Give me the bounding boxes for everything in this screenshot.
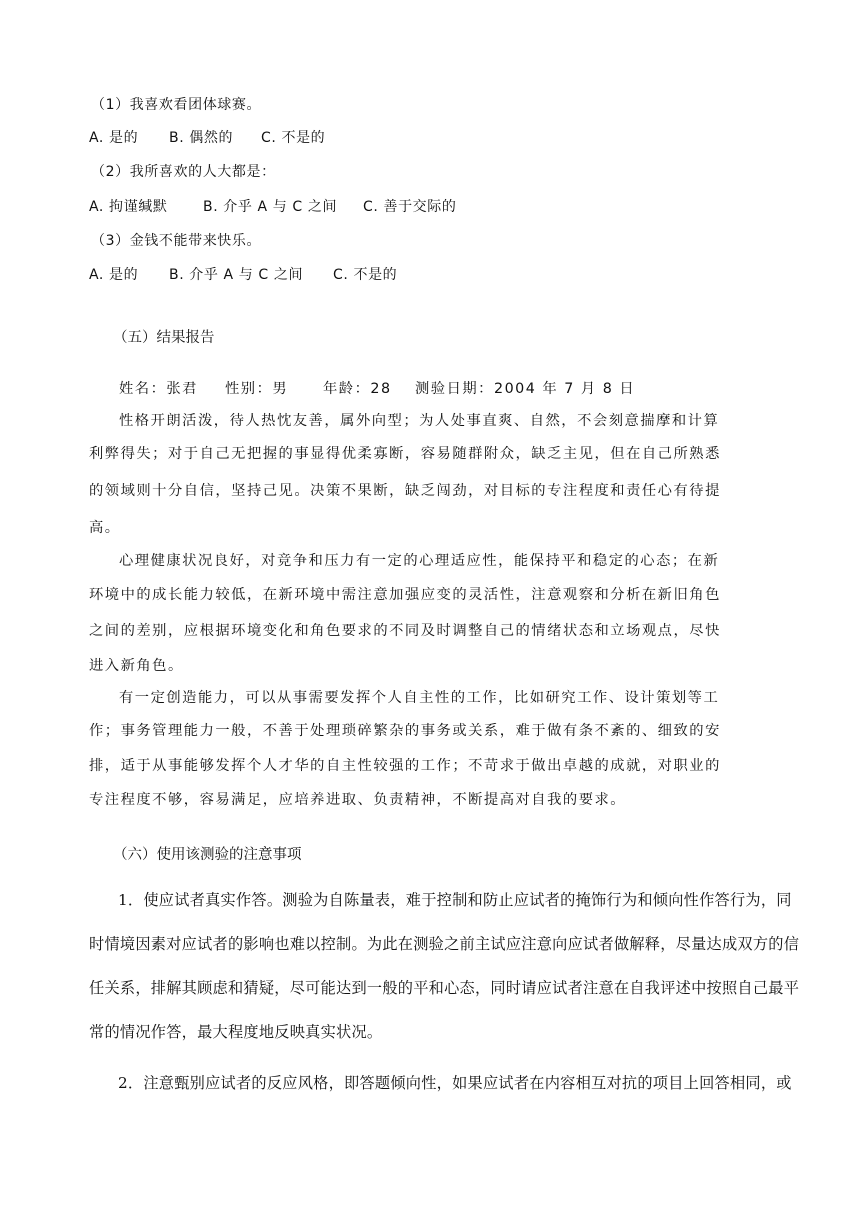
report-line: 环境中的成长能力较低，在新环境中需注意加强应变的灵活性，注意观察和分析在新旧角色	[89, 587, 721, 603]
body-line: 1．使应试者真实作答。测验为自陈量表，难于控制和防止应试者的掩饰行为和倾向性作答行为，同	[118, 891, 792, 909]
report-header	[119, 378, 639, 400]
report-line: 排，适于从事能够发挥个人才华的自主性较强的工作；不苛求于做出卓越的成就，对职业的	[89, 758, 721, 774]
section-heading: （五）结果报告	[113, 330, 215, 346]
quiz-options-1	[89, 127, 489, 147]
section-heading: （六）使用该测验的注意事项	[113, 847, 302, 863]
report-line: 高。	[89, 520, 121, 536]
report-gender: 性别：男	[225, 381, 289, 397]
quiz-option: B. 介乎 A 与 C 之间	[169, 267, 304, 283]
quiz-option: C. 不是的	[333, 267, 398, 283]
quiz-question-1: （1）我喜欢看团体球赛。	[91, 97, 262, 113]
body-line: 任关系，排解其顾虑和猜疑，尽可能达到一般的平和心态，同时请应试者注意在自我评述中按照自己最平	[89, 979, 800, 997]
quiz-option: A. 拘谨缄默	[89, 199, 168, 215]
quiz-options-3	[89, 264, 509, 284]
quiz-option: C. 善于交际的	[363, 199, 457, 215]
report-line: 心理健康状况良好，对竞争和压力有一定的心理适应性，能保持平和稳定的心态；在新	[119, 553, 720, 569]
report-line: 的领域则十分自信，坚持己见。决策不果断，缺乏闯劲，对目标的专注程度和责任心有待提	[89, 483, 721, 499]
quiz-option: B. 介乎 A 与 C 之间	[203, 199, 338, 215]
quiz-option: A. 是的	[89, 130, 139, 146]
quiz-question-2: （2）我所喜欢的人大都是：	[91, 164, 276, 180]
body-line: 时情境因素对应试者的影响也难以控制。为此在测验之前主试应注意向应试者做解释，尽量达成双方的信	[89, 935, 800, 953]
body-line: 常的情况作答，最大程度地反映真实状况。	[89, 1023, 383, 1041]
quiz-option: C. 不是的	[261, 130, 326, 146]
report-line: 作；事务管理能力一般，不善于处理琐碎繁杂的事务或关系，难于做有条不紊的、细致的安	[89, 723, 721, 739]
report-line: 进入新角色。	[89, 658, 184, 674]
body-line: 2．注意甄别应试者的反应风格，即答题倾向性，如果应试者在内容相互对抗的项目上回答相同，或	[118, 1074, 792, 1092]
report-name: 姓名：张君	[119, 381, 198, 397]
quiz-option: B. 偶然的	[169, 130, 234, 146]
report-line: 专注程度不够，容易满足，应培养进取、负责精神，不断提高对自我的要求。	[89, 792, 627, 808]
report-line: 有一定创造能力，可以从事需要发挥个人自主性的工作，比如研究工作、设计策划等工	[119, 690, 720, 706]
report-line: 性格开朗活泼，待人热忱友善，属外向型；为人处事直爽、自然，不会刻意揣摩和计算	[119, 413, 720, 429]
quiz-option: A. 是的	[89, 267, 139, 283]
quiz-question-3: （3）金钱不能带来快乐。	[91, 233, 262, 249]
report-date: 测验日期：2004 年 7 月 8 日	[415, 381, 636, 397]
report-line: 利弊得失；对于自己无把握的事显得优柔寡断，容易随群附众，缺乏主见，但在自己所熟悉	[89, 446, 721, 462]
report-age: 年龄：28	[323, 381, 392, 397]
report-line: 之间的差别，应根据环境变化和角色要求的不同及时调整自己的情绪状态和立场观点，尽快	[89, 623, 721, 639]
quiz-options-2	[89, 196, 509, 216]
